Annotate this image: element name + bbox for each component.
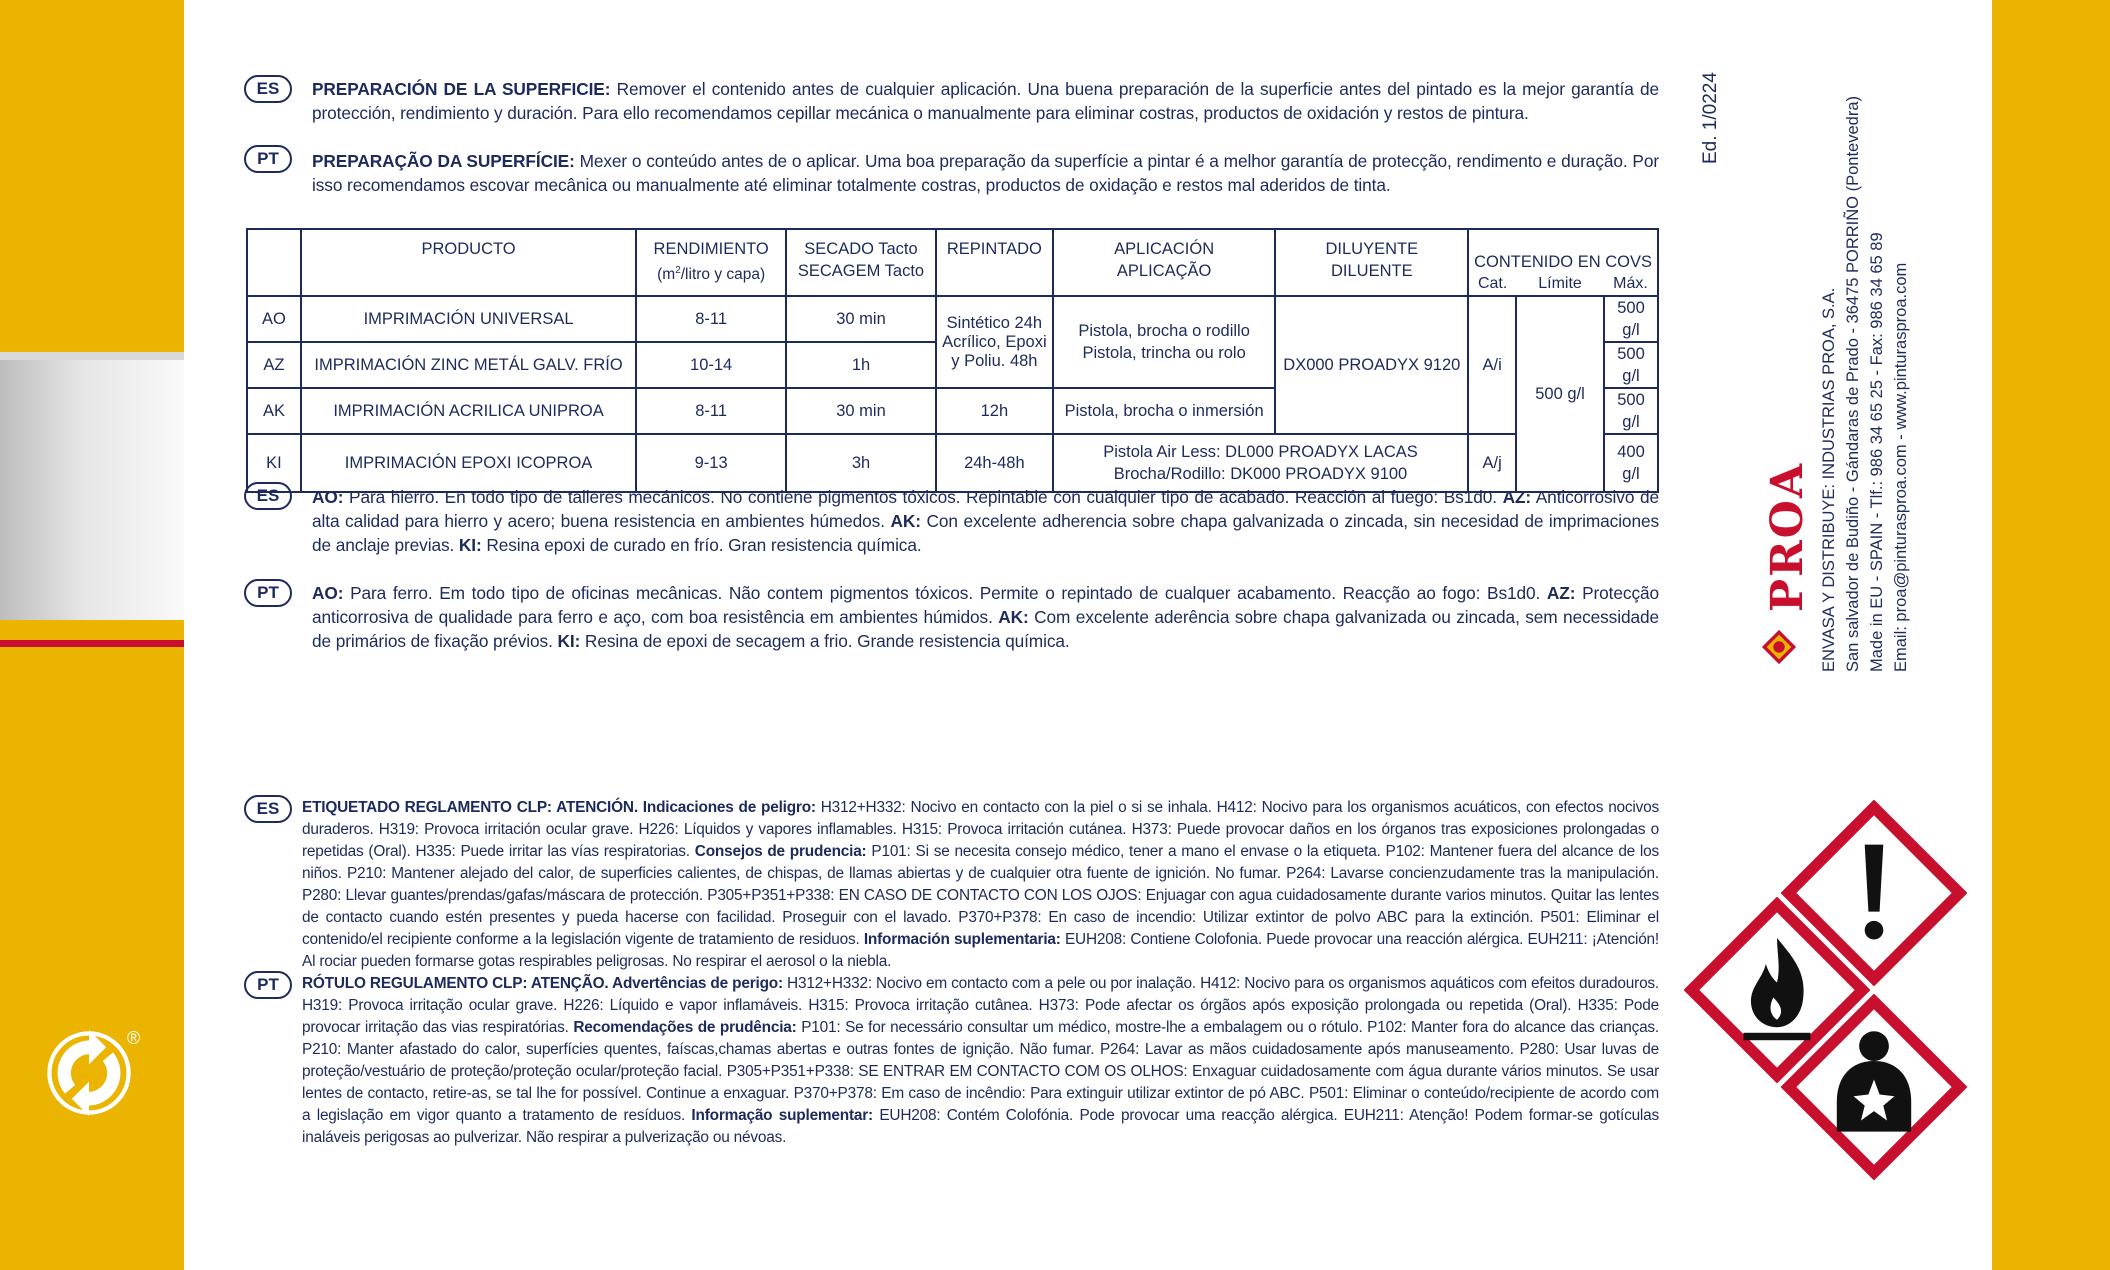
desc-code: AZ:: [1546, 583, 1576, 603]
header-rendimiento-unit: [657, 266, 765, 283]
product-desc-pt: [312, 581, 1659, 653]
cat-ao-ak: A/i: [1468, 296, 1516, 434]
desc-text: Protecção anticorrosiva de qualidade para ferro e aço, com boa resistência em ambientes húmidos.: [312, 583, 1660, 627]
repintado-line2: Acrílico, Epoxi: [942, 332, 1047, 351]
header-producto: PRODUCTO: [301, 229, 636, 296]
lang-badge-es: ES: [244, 482, 292, 510]
desc-text: Con excelente adherencia sobre chapa galvanizada o zincada, sin necesidad de imprimaciones de anclaje previas.: [312, 511, 1660, 555]
row-secado: 30 min: [786, 296, 936, 342]
surface-prep-es: [312, 77, 1659, 125]
clp-heading: Consejos de prudencia:: [694, 843, 867, 860]
lang-badge-pt: PT: [244, 145, 292, 173]
clp-hazard-text: H312+H332: Nocivo en contacto con la piel o si se inhala. H412: Nocivo para los organismos acuáticos, con efectos nocivos duraderos. H319: Provoca irritación ocular grave. H226: Líquidos y vapores inflamables. H315: Provoca irritación cutánea. H373: Puede provocar daños en los órganos tras exposiciones prolongadas o repetidas (Oral). H335: Puede irritar las vías respiratorias.: [302, 799, 1659, 860]
health-hazard-icon: [1781, 994, 1967, 1180]
clp-prudence-text: P101: Si se necesita consejo médico, tener a mano el envase o la etiqueta. P102: Mantener fuera del alcance de los niños. P210: Mantener alejado del calor, de superficies calientes, de chispas, de llamas abiertas y de cualquier otra fuente de ignición. No fumar. P264: Lavarse concienzudamente tras la manipulación. P280: Llevar guantes/prendas/gafas/máscara de protección. P305+P351+P338: EN CASO DE CONTACTO CON LOS OJOS: Enjuagar con agua cuidadosamente durante varios minutos. Quitar las lentes de contacto cuando estén presentes y pueda hacerse con facilidad. Proseguir con el lavado. P370+P378: En caso de incendio: Utilizar extintor de polvo ABC para la extinción. P501: Eliminar el contenido/el recipiente conforme a la legislación vigente de tratamiento de residuos.: [302, 843, 1660, 948]
header-secado: [786, 229, 936, 296]
red-stripe: [0, 640, 184, 647]
header-repintado: REPINTADO: [936, 229, 1053, 296]
lang-badge-es: ES: [244, 75, 292, 103]
desc-text: Para ferro. Em todo tipo de oficinas mecânicas. Não contem pigmentos tóxicos. Permite o repintado de cualquer acabamento. Reacção ao fogo: Bs1d0.: [343, 583, 1547, 603]
desc-code: KI:: [458, 535, 482, 555]
lang-badge-es: ES: [244, 795, 292, 823]
address-line-1: ENVASA Y DISTRIBUYE: INDUSTRIAS PROA, S.A.: [1820, 287, 1838, 672]
row-product: IMPRIMACIÓN ZINC METÁL GALV. FRÍO: [301, 342, 636, 388]
repintado-ak: 12h: [936, 388, 1053, 434]
desc-text: Com excelente aderência sobre chapa galvanizada ou zincada, sem necessidade de primários de fixação prévios.: [312, 607, 1659, 651]
clp-heading: ETIQUETADO REGLAMENTO CLP: ATENCIÓN. Indicaciones de peligro:: [302, 799, 816, 816]
product-table: [246, 228, 1659, 493]
clp-hazard-text: H312+H332: Nocivo em contacto com a pele ou por inalação. H412: Nocivo para os organismos aquáticos com efeitos duradouros. H319: Provoca irritação ocular grave. H226: Líquido e vapor inflamáveis. H315: Provoca irritação cutânea. H373: Pode afectar os órgãos após exposição prolongada ou repetida (Oral). H335: Pode provocar irritação das vias respiratórias.: [302, 975, 1659, 1036]
address-line-4: Email: proa@pinturasproa.com - www.pinturasproa.com: [1892, 262, 1910, 672]
row-rendimiento: 8-11: [636, 296, 786, 342]
left-color-band: [0, 0, 184, 1270]
desc-code: AO:: [312, 583, 344, 603]
desc-code: AZ:: [1502, 487, 1532, 507]
address-line-3: Made in EU - SPAIN - Tlf.: 986 34 65 25 - Fax: 986 34 65 89: [1868, 232, 1886, 672]
aplicacion-ki-line1: Pistola Air Less: DL000 PROADYX LACAS: [1103, 443, 1418, 461]
desc-text: Resina epoxi de curado en frío. Gran resistencia química.: [481, 535, 922, 555]
desc-code: AK:: [998, 607, 1029, 627]
clp-heading: Recomendações de prudência:: [573, 1019, 797, 1036]
header-covs: CONTENIDO EN COVS: [1468, 229, 1658, 273]
table-row: [247, 434, 1658, 492]
header-aplicacion-pt: APLICAÇÃO: [1116, 262, 1212, 280]
clp-text-pt: [302, 973, 1659, 1149]
row-max: 500 g/l: [1604, 388, 1658, 434]
aplicacion-ki-line2: Brocha/Rodillo: DK000 PROADYX 9100: [1113, 465, 1408, 483]
lang-badge-pt: PT: [244, 971, 292, 999]
aplicacion-es: Pistola, brocha o rodillo: [1078, 322, 1250, 340]
desc-code: AO:: [312, 487, 344, 507]
silver-stripe: [0, 352, 184, 620]
clp-heading: RÓTULO REGULAMENTO CLP: ATENÇÃO. Advertências de perigo:: [302, 975, 783, 992]
row-rendimiento: 8-11: [636, 388, 786, 434]
cat-ki: A/j: [1468, 434, 1516, 492]
product-desc-es: [312, 485, 1659, 557]
surface-prep-pt-text: Mexer o conteúdo antes de o aplicar. Uma boa preparação da superfície a pintar é a melhor garantía de protecção, rendimento e duração. Por isso recomendamos escovar mecânica ou manualmente até eliminar totalmente costras, productos de oxidação e restos mal aderidos de tinta.: [312, 151, 1659, 195]
table-row: [247, 296, 1658, 342]
row-max: 500 g/l: [1604, 342, 1658, 388]
desc-text: Anticorrosivo de alta calidad para hierro y acero; buena resistencia en ambientes húmedos.: [312, 487, 1659, 531]
desc-code: AK:: [890, 511, 921, 531]
header-secado-es: SECADO Tacto: [804, 240, 918, 258]
desc-text: Resina de epoxi de secagem a frio. Grande resistencia química.: [580, 631, 1070, 651]
header-aplicacion-es: APLICACIÓN: [1114, 240, 1215, 258]
aplicacion-ak: Pistola, brocha o inmersión: [1053, 388, 1276, 434]
limite-cell: 500 g/l: [1516, 296, 1604, 492]
row-code: AZ: [247, 342, 301, 388]
unit-sup: 2: [675, 265, 681, 276]
header-diluyente: [1275, 229, 1468, 296]
repintado-line3: y Poliu. 48h: [951, 351, 1038, 370]
aplicacion-ao-az: [1053, 296, 1276, 388]
green-dot-recycle-icon: [46, 1030, 132, 1116]
row-secado: 30 min: [786, 388, 936, 434]
row-rendimiento: 10-14: [636, 342, 786, 388]
surface-prep-es-text: Remover el contenido antes de cualquier aplicación. Una buena preparación de la superficie antes del pintado es la mejor garantía de protección, rendimiento y duración. Para ello recomendamos cepillar mecánica o manualmente para eliminar costras, productos de oxidación y restos de pintura.: [312, 79, 1659, 123]
table-header-row: [247, 229, 1658, 273]
proa-logo-text: PROA: [1762, 461, 1813, 612]
surface-prep-es-title: PREPARACIÓN DE LA SUPERFICIE:: [312, 79, 611, 99]
clp-heading: Información suplementaria:: [863, 931, 1061, 948]
clp-supplementary-text: EUH208: Contém Colofónia. Pode provocar uma reacção alérgica. EUH211: Atenção! Podem formar-se gotículas inaláveis perigosas ao pulverizar. Não respirar a pulverização ou névoas.: [302, 1107, 1660, 1146]
row-code: AK: [247, 388, 301, 434]
header-max: Máx.: [1604, 273, 1658, 296]
row-product: IMPRIMACIÓN ACRILICA UNIPROA: [301, 388, 636, 434]
header-code: [247, 229, 301, 296]
aplicacion-pt: Pistola, trincha ou rolo: [1082, 344, 1246, 362]
header-diluyente-es: DILUYENTE: [1325, 240, 1419, 258]
header-aplicacion: [1053, 229, 1276, 296]
row-secado: 3h: [786, 434, 936, 492]
header-rendimiento-label: RENDIMIENTO: [653, 240, 769, 258]
repintado-line1: Sintético 24h: [946, 313, 1043, 332]
unit-pre: (m: [657, 266, 676, 284]
row-code: AO: [247, 296, 301, 342]
silver-stripe-edge: [0, 352, 184, 360]
right-color-band: [1992, 0, 2110, 1270]
surface-prep-pt: [312, 149, 1659, 197]
clp-text-es: [302, 797, 1659, 973]
address-line-2: San salvador de Budiño - Gándaras de Prado - 36475 PORRIÑO (Pontevedra): [1844, 96, 1862, 672]
desc-code: KI:: [557, 631, 581, 651]
proa-diamond-icon: [1760, 628, 1798, 666]
row-max: 500 g/l: [1604, 296, 1658, 342]
desc-text: Para hierro. En todo tipo de talleres mecánicos. No contiene pigmentos tóxicos. Repintable con cualquier tipo de acabado. Reacción al fuego: Bs1d0.: [343, 487, 1503, 507]
repintado-ki: 24h-48h: [936, 434, 1053, 492]
diluyente-cell: DX000 PROADYX 9120: [1275, 296, 1468, 434]
row-product: IMPRIMACIÓN UNIVERSAL: [301, 296, 636, 342]
row-max: 400 g/l: [1604, 434, 1658, 492]
row-rendimiento: 9-13: [636, 434, 786, 492]
unit-post: /litro y capa): [680, 266, 766, 284]
row-secado: 1h: [786, 342, 936, 388]
edition-label: Ed. 1/0224: [1700, 72, 1721, 164]
clp-heading: Informação suplementar:: [691, 1107, 873, 1124]
repintado-ao-az: [936, 296, 1053, 388]
aplicacion-ki: [1053, 434, 1468, 492]
header-limite: Límite: [1516, 273, 1604, 296]
lang-badge-pt: PT: [244, 579, 292, 607]
surface-prep-pt-title: PREPARAÇÃO DA SUPERFÍCIE:: [312, 151, 575, 171]
row-product: IMPRIMACIÓN EPOXI ICOPROA: [301, 434, 636, 492]
registered-mark: ®: [127, 1028, 141, 1048]
row-code: KI: [247, 434, 301, 492]
clp-prudence-text: P101: Se for necessário consultar um médico, mostre-lhe a embalagem ou o rótulo. P102: Manter fora do alcance das crianças. P210: Manter afastado do calor, superfícies quentes, faíscas,chamas abertas e outras fontes de ignição. Não fumar. P264: Lavar as mãos cuidadosamente após manuseamento. P280: Usar luvas de proteção/vestuário de proteção/proteção ocular/proteção facial. P305+P351+P338: SE ENTRAR EM CONTACTO COM OS OLHOS: Enxaguar cuidadosamente com água durante vários minutos. Se usar lentes de contacto, retire-as, se tal lhe for possível. Continue a enxaguar. P370+P378: Em caso de incêndio: Para extinguir utilizar extintor de pó ABC. P501: Eliminar o conteúdo/recipiente de acordo com a legislação em vigor quanto a tratamento de resíduos.: [302, 1019, 1659, 1124]
header-secado-pt: SECAGEM Tacto: [797, 262, 925, 280]
clp-supplementary-text: EUH208: Contiene Colofonia. Puede provocar una reacción alérgica. EUH211: ¡Atención! Al rociar pueden formarse gotas respirables peligrosas. No respirar el aerosol o la niebla.: [302, 931, 1659, 970]
header-rendimiento: [636, 229, 786, 296]
header-cat: Cat.: [1468, 273, 1516, 296]
header-diluyente-pt: DILUENTE: [1330, 262, 1413, 280]
